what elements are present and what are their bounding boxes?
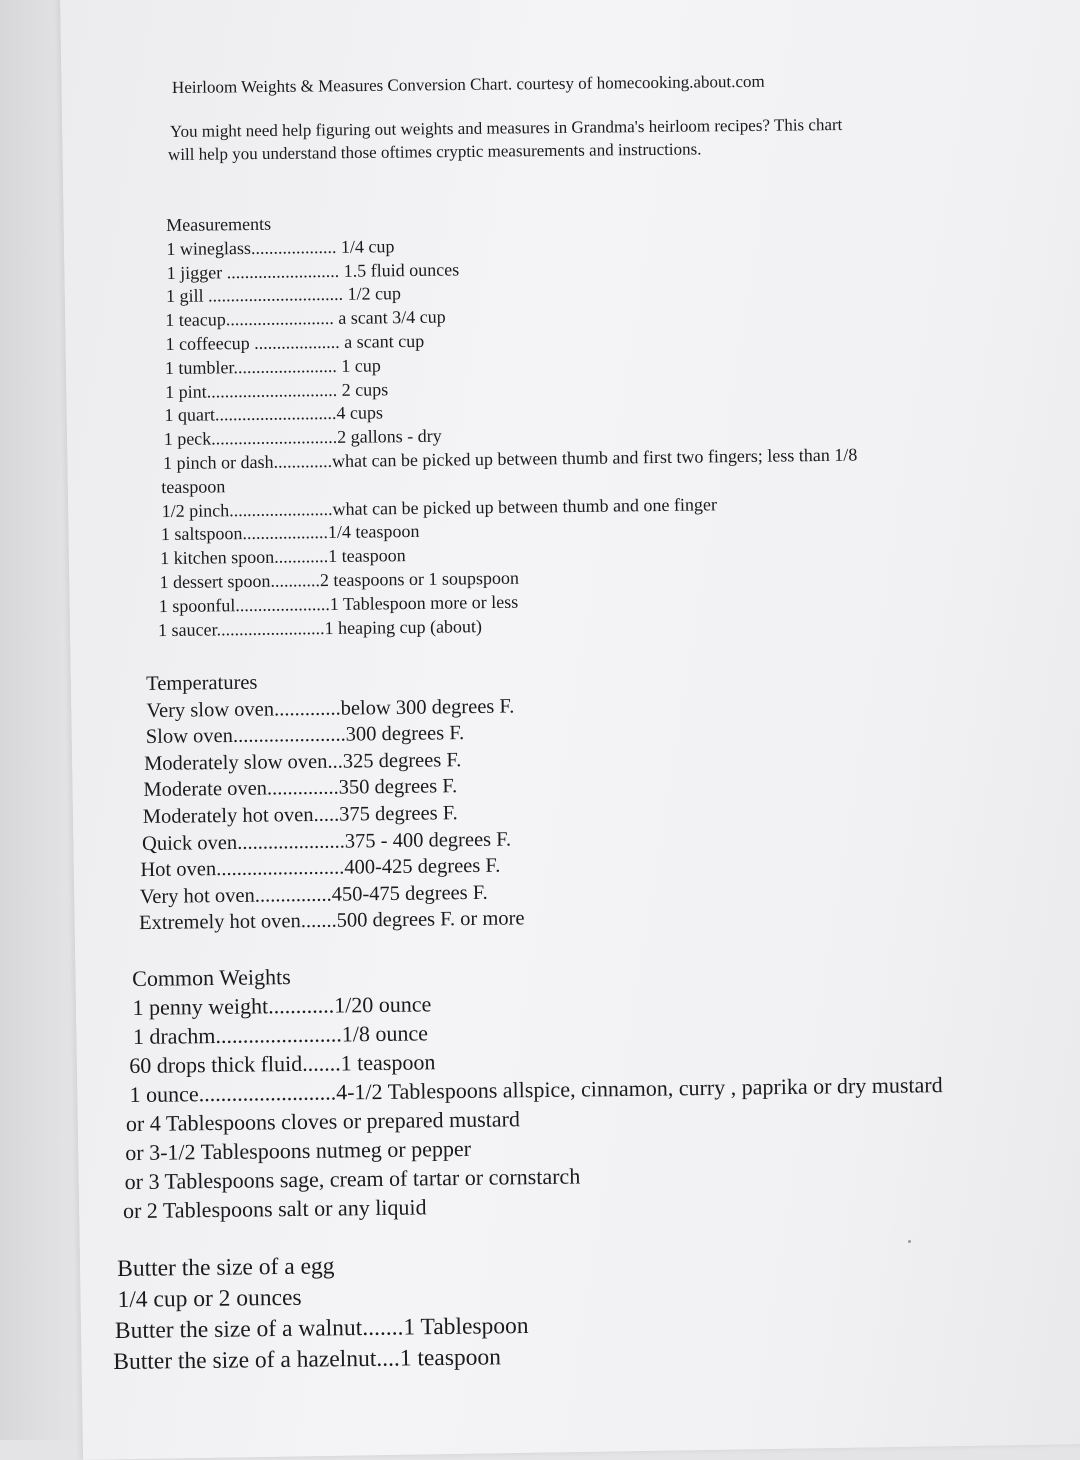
measurement-row: 1 kitchen spoon............1 teaspoon	[160, 545, 406, 569]
weight-row: 1 drachm.......................1/8 ounce	[132, 1020, 429, 1049]
temperature-row: Quick oven.....................375 - 400 degrees F.	[141, 828, 512, 855]
measurement-row: 1 pinch or dash.............what can be picked up between thumb and first two fingers; less than 1/8	[162, 444, 858, 474]
measurement-row: 1/2 pinch.......................what can be picked up between thumb and one finger	[161, 493, 718, 521]
measurement-row: 1 pint............................. 2 cups	[165, 378, 389, 402]
weight-row: or 2 Tablespoons salt or any liquid	[122, 1194, 427, 1224]
temperature-row: Hot oven.........................400-425 degrees F.	[140, 854, 501, 882]
measurement-row: 1 teacup........................ a scant 3/4 cup	[165, 306, 446, 331]
measurement-row: 1 jigger ......................... 1.5 fluid ounces	[166, 259, 460, 283]
temperatures-section	[138, 666, 525, 937]
measurement-row: 1 wineglass................... 1/4 cup	[166, 236, 395, 259]
measurement-row: 1 saltspoon...................1/4 teaspoon	[160, 521, 420, 545]
temperature-row: Very hot oven...............450-475 degrees F.	[139, 881, 488, 908]
weight-row: 1 ounce.........................4-1/2 Tablespoons allspice, cinnamon, curry , paprika or dry mustard	[129, 1072, 943, 1108]
intro-line-2: will help you understand those oftimes cryptic measurements and instructions.	[167, 139, 702, 164]
temperature-row: Moderately hot oven.....375 degrees F.	[142, 802, 458, 829]
weight-row: or 3 Tablespoons sage, cream of tartar or cornstarch	[124, 1163, 581, 1195]
common-weights-section	[122, 954, 944, 1225]
temperature-row: Moderately slow oven...325 degrees F.	[143, 748, 462, 775]
measurement-row: 1 coffeecup ................... a scant cup	[165, 330, 425, 354]
weight-row: 60 drops thick fluid.......1 teaspoon	[129, 1049, 436, 1079]
temperature-row: Slow oven......................300 degrees F.	[145, 722, 465, 749]
measurements-section	[157, 206, 860, 643]
document-title: Heirloom Weights & Measures Conversion Chart. courtesy of homecooking.about.com	[171, 71, 765, 97]
measurements-heading: Measurements	[166, 213, 272, 235]
butter-row: Butter the size of a hazelnut....1 teaspoon	[113, 1344, 502, 1376]
measurement-row: teaspoon	[161, 476, 226, 497]
butter-row: Butter the size of a walnut.......1 Tablespoon	[114, 1312, 529, 1345]
butter-row: 1/4 cup or 2 ounces	[117, 1284, 302, 1313]
temperature-row: Very slow oven.............below 300 degrees F.	[146, 695, 515, 722]
measurement-row: 1 spoonful.....................1 Tablespoon more or less	[158, 591, 519, 616]
measurement-row: 1 dessert spoon...........2 teaspoons or 1 soupspoon	[159, 567, 520, 593]
measurement-row: 1 peck............................2 gallons - dry	[163, 425, 442, 450]
temperature-row: Moderate oven..............350 degrees F.	[143, 775, 458, 802]
butter-section	[113, 1249, 529, 1378]
measurement-row: 1 quart...........................4 cups	[164, 402, 384, 426]
butter-row: Butter the size of a egg	[117, 1253, 335, 1282]
intro-line-1: You might need help figuring out weights and measures in Grandma's heirloom recipes? This chart	[169, 114, 843, 141]
common-weights-heading: Common Weights	[132, 964, 291, 991]
weight-row: or 3-1/2 Tablespoons nutmeg or pepper	[125, 1135, 472, 1166]
measurement-row: 1 gill .............................. 1/2 cup	[165, 283, 402, 307]
temperature-row: Extremely hot oven.......500 degrees F. or more	[138, 907, 525, 935]
weight-row: 1 penny weight............1/20 ounce	[132, 991, 432, 1020]
measurement-row: 1 saucer........................1 heaping cup (about)	[157, 615, 483, 640]
weight-row: or 4 Tablespoons cloves or prepared mustard	[125, 1106, 521, 1137]
paper-speck	[908, 1240, 911, 1243]
measurement-row: 1 tumbler....................... 1 cup	[164, 355, 381, 378]
temperatures-heading: Temperatures	[146, 671, 258, 695]
